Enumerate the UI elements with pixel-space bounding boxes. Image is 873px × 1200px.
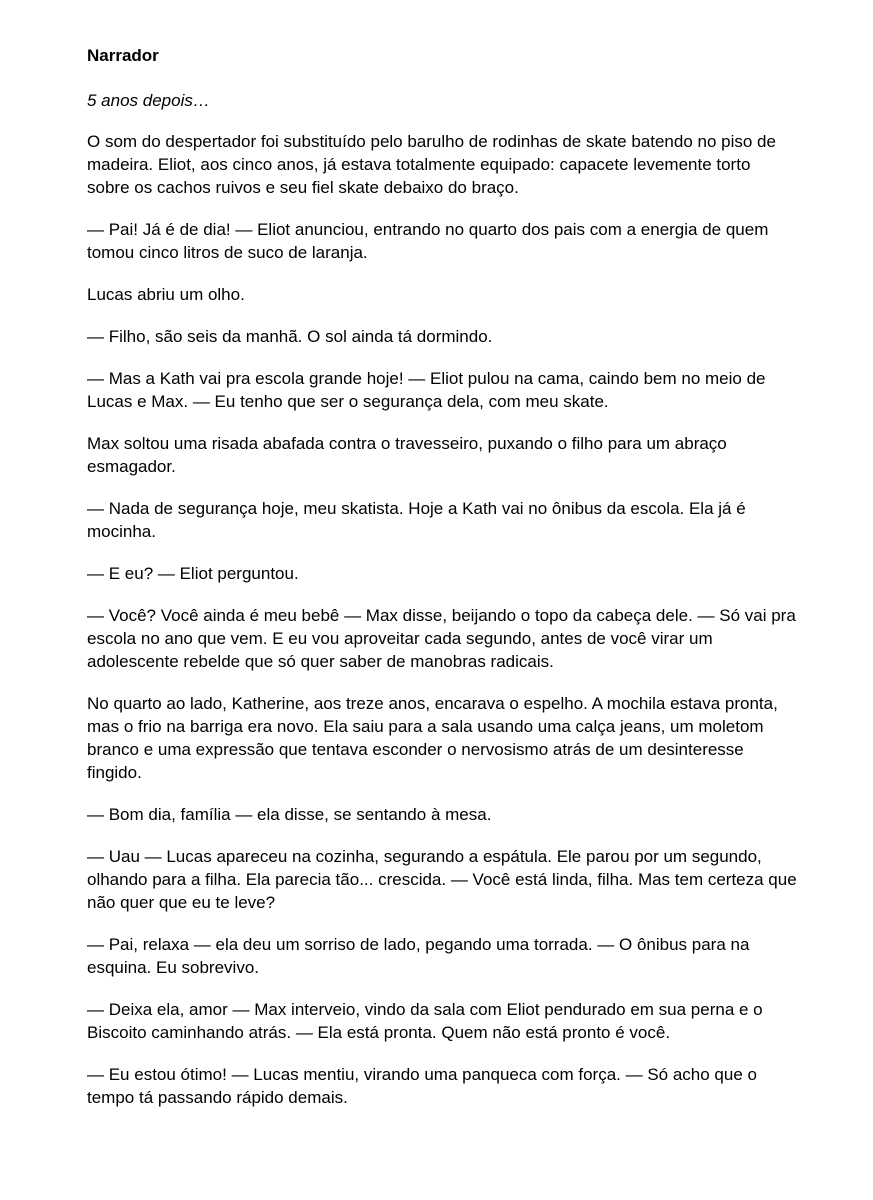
- document-body: [87, 130, 813, 1109]
- paragraph: No quarto ao lado, Katherine, aos treze anos, encarava o espelho. A mochila estava pronta, mas o frio na barriga era novo. Ela saiu para a sala usando uma calça jeans, um moletom branco e uma expressão que tentava esconder o nervosismo atrás de um desinteresse fingido.: [87, 694, 778, 782]
- paragraph: — Mas a Kath vai pra escola grande hoje! — Eliot pulou na cama, caindo bem no meio de Lucas e Max. — Eu tenho que ser o segurança dela, com meu skate.: [87, 369, 766, 411]
- paragraph: — Pai, relaxa — ela deu um sorriso de lado, pegando uma torrada. — O ônibus para na esquina. Eu sobrevivo.: [87, 935, 750, 977]
- paragraph: — Bom dia, família — ela disse, se sentando à mesa.: [87, 805, 492, 824]
- document-subheading: 5 anos depois…: [87, 91, 210, 110]
- paragraph: O som do despertador foi substituído pelo barulho de rodinhas de skate batendo no piso de madeira. Eliot, aos cinco anos, já estava totalmente equipado: capacete levemente torto sobre os cachos ruivos e seu fiel skate debaixo do braço.: [87, 132, 776, 197]
- paragraph: Max soltou uma risada abafada contra o travesseiro, puxando o filho para um abraço esmagador.: [87, 434, 727, 476]
- paragraph: — Pai! Já é de dia! — Eliot anunciou, entrando no quarto dos pais com a energia de quem tomou cinco litros de suco de laranja.: [87, 220, 769, 262]
- paragraph: — Você? Você ainda é meu bebê — Max disse, beijando o topo da cabeça dele. — Só vai pra escola no ano que vem. E eu vou aproveitar cada segundo, antes de você virar um adolescente rebelde que só quer saber de manobras radicais.: [87, 606, 796, 671]
- paragraph: — Eu estou ótimo! — Lucas mentiu, virando uma panqueca com força. — Só acho que o tempo tá passando rápido demais.: [87, 1065, 757, 1107]
- paragraph: — Filho, são seis da manhã. O sol ainda tá dormindo.: [87, 327, 493, 346]
- paragraph: — Uau — Lucas apareceu na cozinha, segurando a espátula. Ele parou por um segundo, olhando para a filha. Ela parecia tão... crescida. — Você está linda, filha. Mas tem certeza que não quer que eu te leve?: [87, 847, 797, 912]
- paragraph: — Nada de segurança hoje, meu skatista. Hoje a Kath vai no ônibus da escola. Ela já é mocinha.: [87, 499, 746, 541]
- document-heading: Narrador: [87, 46, 159, 65]
- paragraph: Lucas abriu um olho.: [87, 285, 245, 304]
- paragraph: — Deixa ela, amor — Max interveio, vindo da sala com Eliot pendurado em sua perna e o Biscoito caminhando atrás. — Ela está pronta. Quem não está pronto é você.: [87, 1000, 763, 1042]
- paragraph: — E eu? — Eliot perguntou.: [87, 564, 299, 583]
